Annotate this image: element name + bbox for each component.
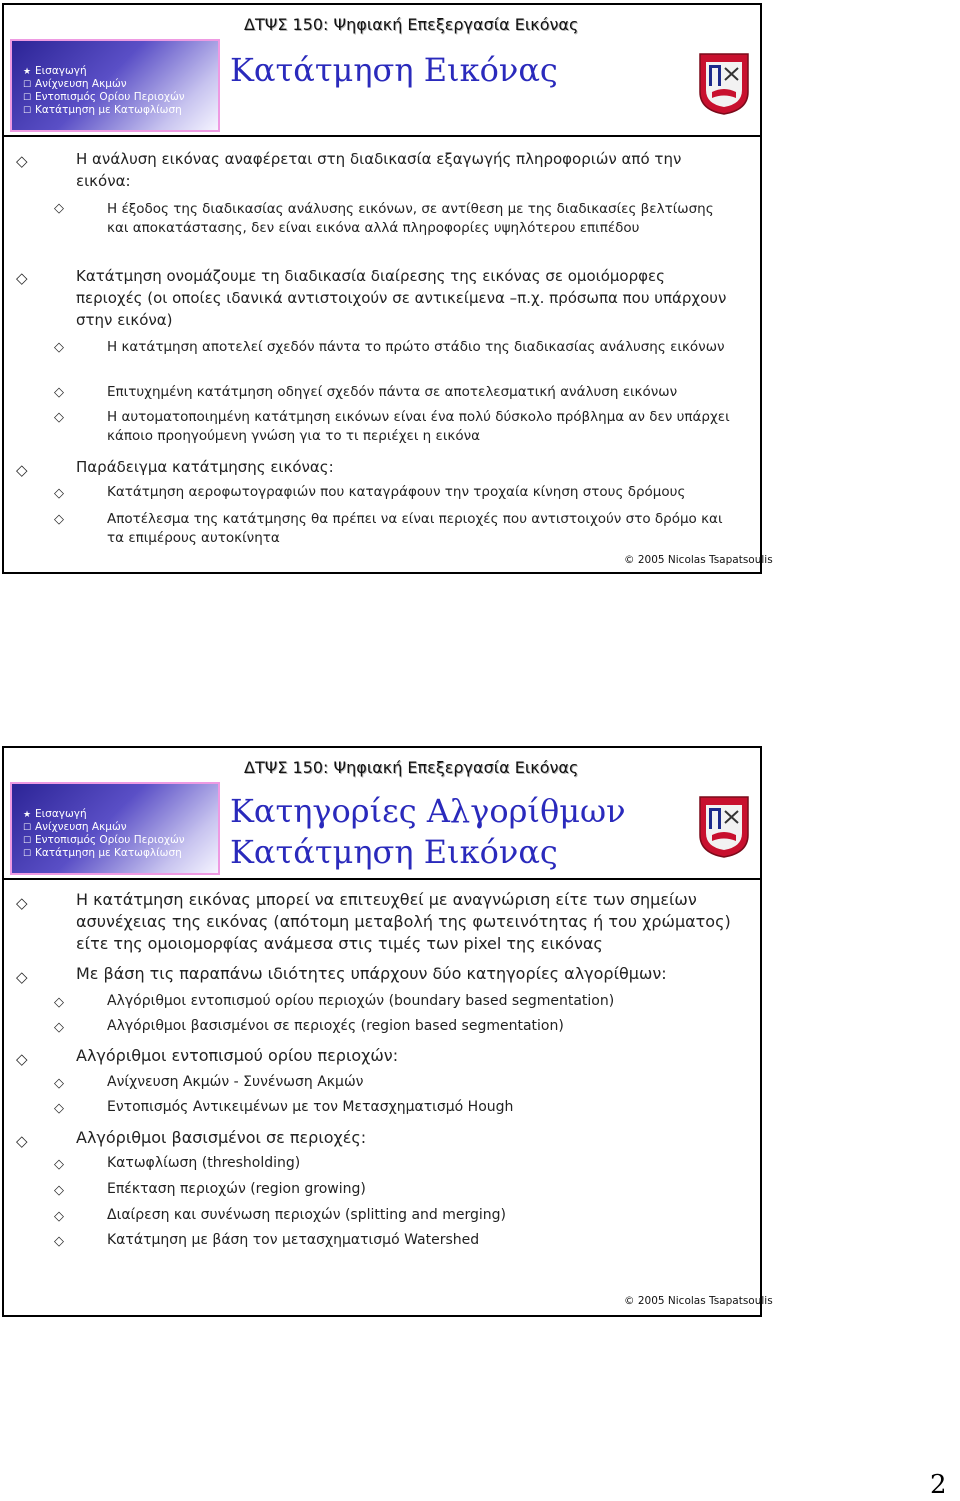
sub-bullet-text: Εντοπισμός Αντικειμένων με τον Μετασχηματισμό Hough [107,1099,514,1115]
bullet-diamond-icon: ◇ [54,1101,64,1116]
bullet-text: Η κατάτμηση εικόνας μπορεί να επιτευχθεί με αναγνώριση είτε των σημείων ασυνέχειας της εικόνας (απότομη μεταβολή της φωτεινότητας ή του χρώματος) είτε της ομοιομορφίας ανάμεσα στις τιμές των pixel της εικόνας [76,890,731,953]
copyright: © 2005 Nicolas Tsapatsoulis [624,554,773,566]
nav-item-boundary[interactable]: ☐ Εντοπισμός Ορίου Περιοχών [22,834,185,846]
bullet-diamond-icon: ◇ [16,152,28,170]
sub-bullet-text: Ανίχνευση Ακμών - Συνένωση Ακμών [107,1074,364,1090]
bullet-text: Αλγόριθμοι εντοπισμού ορίου περιοχών: [76,1046,399,1065]
nav-item-edges[interactable]: ☐ Ανίχνευση Ακμών [22,821,127,833]
bullet-diamond-icon: ◇ [16,894,28,912]
bullet-diamond-icon: ◇ [54,512,64,527]
nav-item-intro[interactable]: ★ Εισαγωγή [22,65,87,77]
slide-2 [2,746,773,1317]
bullet-diamond-icon: ◇ [54,995,64,1010]
nav-panel [10,782,220,875]
sub-bullet-text: Κατωφλίωση (thresholding) [107,1155,301,1171]
bullet-diamond-icon: ◇ [54,486,64,501]
bullet-text: Με βάση τις παραπάνω ιδιότητες υπάρχουν δύο κατηγορίες αλγορίθμων: [76,964,667,983]
bullet-text: Η ανάλυση εικόνας αναφέρεται στη διαδικασία εξαγωγής πληροφοριών από την εικόνα: [76,150,682,190]
bullet-diamond-icon: ◇ [54,410,64,425]
slide-title-line-1: Κατηγορίες Αλγορίθμων [230,792,626,830]
checkbox-icon: ☐ [22,106,32,116]
bullet-diamond-icon: ◇ [54,1076,64,1091]
checkbox-icon: ☐ [22,836,32,846]
checkbox-icon: ☐ [22,80,32,90]
sub-bullet-text: Αλγόριθμοι βασισμένοι σε περιοχές (region based segmentation) [107,1018,564,1034]
star-icon: ★ [22,810,32,820]
bullet-diamond-icon: ◇ [16,269,28,287]
page-number: 2 [930,1470,947,1500]
bullet-text: Αλγόριθμοι βασισμένοι σε περιοχές: [76,1128,367,1147]
bullet-diamond-icon: ◇ [16,1050,28,1068]
nav-item-edges[interactable]: ☐ Ανίχνευση Ακμών [22,78,127,90]
star-icon: ★ [22,67,32,77]
bullet-diamond-icon: ◇ [54,1020,64,1035]
header-divider [4,135,760,137]
nav-item-boundary[interactable]: ☐ Εντοπισμός Ορίου Περιοχών [22,91,185,103]
bullet-diamond-icon: ◇ [54,201,64,216]
bullet-text: Παράδειγμα κατάτμησης εικόνας: [76,458,334,476]
nav-item-threshold[interactable]: ☐ Κατάτμηση με Κατωφλίωση [22,847,182,859]
sub-bullet-text: Κατάτμηση με βάση τον μετασχηματισμό Watershed [107,1232,480,1248]
bullet-diamond-icon: ◇ [54,1209,64,1224]
nav-item-intro[interactable]: ★ Εισαγωγή [22,808,87,820]
sub-bullet-text: Επέκταση περιοχών (region growing) [107,1181,366,1197]
bullet-diamond-icon: ◇ [54,1157,64,1172]
university-logo-icon [698,795,750,859]
sub-bullet-text: Η κατάτμηση αποτελεί σχεδόν πάντα το πρώτο στάδιο της διαδικασίας ανάλυσης εικόνων [107,339,725,355]
header-divider [4,878,760,880]
bullet-diamond-icon: ◇ [54,385,64,400]
bullet-diamond-icon: ◇ [16,1132,28,1150]
nav-panel [10,39,220,132]
bullet-diamond-icon: ◇ [16,968,28,986]
bullet-diamond-icon: ◇ [16,461,28,479]
course-title: ΔΤΨΣ 150: Ψηφιακή Επεξεργασία Εικόνας [244,15,579,34]
bullet-diamond-icon: ◇ [54,1183,64,1198]
slide-1 [2,3,773,574]
sub-bullet-text: Επιτυχημένη κατάτμηση οδηγεί σχεδόν πάντα σε αποτελεσματική ανάλυση εικόνων [107,384,678,400]
checkbox-icon: ☐ [22,849,32,859]
sub-bullet-text: Κατάτμηση αεροφωτογραφιών που καταγράφουν την τροχαία κίνηση στους δρόμους [107,484,686,500]
bullet-diamond-icon: ◇ [54,1234,64,1249]
bullet-text: Κατάτμηση ονομάζουμε τη διαδικασία διαίρεσης της εικόνας σε ομοιόμορφες περιοχές (οι οποίες ιδανικά αντιστοιχούν σε αντικείμενα –π.χ. πρόσωπα που υπάρχουν στην εικόνα) [76,267,727,329]
slide-title: Κατάτμηση Εικόνας [230,51,558,89]
sub-bullet-text: Διαίρεση και συνένωση περιοχών (splitting and merging) [107,1207,507,1223]
slide-title-line-2: Κατάτμηση Εικόνας [230,833,558,871]
nav-item-threshold[interactable]: ☐ Κατάτμηση με Κατωφλίωση [22,104,182,116]
sub-bullet-text: Αλγόριθμοι εντοπισμού ορίου περιοχών (boundary based segmentation) [107,993,615,1009]
university-logo-icon [698,52,750,116]
copyright: © 2005 Nicolas Tsapatsoulis [624,1295,773,1307]
bullet-diamond-icon: ◇ [54,340,64,355]
sub-bullet-text: Η αυτοματοποιημένη κατάτμηση εικόνων είναι ένα πολύ δύσκολο πρόβλημα αν δεν υπάρχει κάποιο προηγούμενη γνώση για το τι περιέχει η εικόνα [107,409,730,444]
course-title: ΔΤΨΣ 150: Ψηφιακή Επεξεργασία Εικόνας [244,758,579,777]
sub-bullet-text: Αποτέλεσμα της κατάτμησης θα πρέπει να είναι περιοχές που αντιστοιχούν στο δρόμο και τα επιμέρους αυτοκίνητα [107,511,723,546]
sub-bullet-text: Η έξοδος της διαδικασίας ανάλυσης εικόνων, σε αντίθεση με της διαδικασίες βελτίωσης και αποκατάστασης, δεν είναι εικόνα αλλά πληροφορίες υψηλότερου επιπέδου [107,201,714,236]
checkbox-icon: ☐ [22,823,32,833]
checkbox-icon: ☐ [22,93,32,103]
